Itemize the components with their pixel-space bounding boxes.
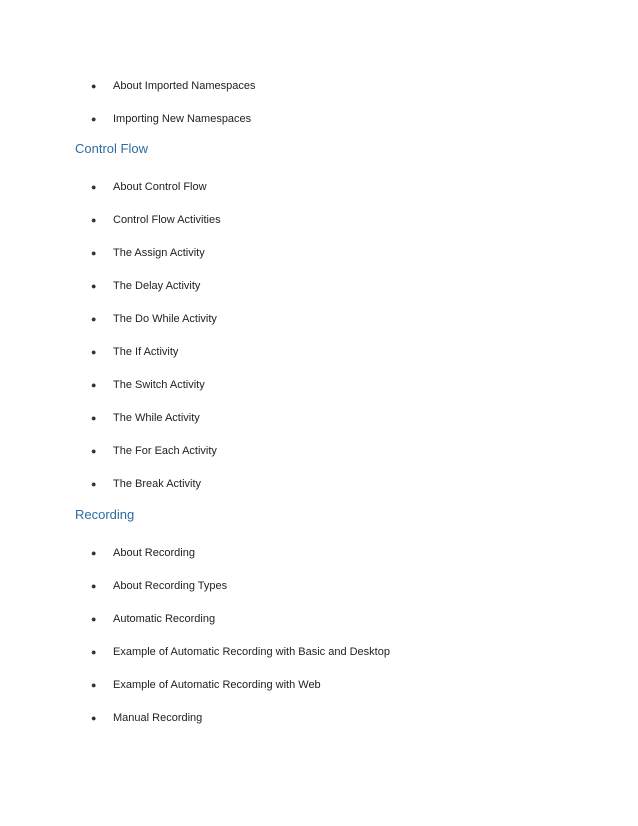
- list-item-label: About Control Flow: [113, 181, 207, 193]
- list-item-label: The Assign Activity: [113, 247, 205, 259]
- list-item-label: Example of Automatic Recording with Web: [113, 679, 321, 691]
- list-item-label: The Switch Activity: [113, 379, 205, 391]
- list-item-label: About Recording Types: [113, 580, 228, 592]
- list-item-label: Importing New Namespaces: [113, 113, 252, 125]
- list-item-label: The Delay Activity: [113, 280, 201, 292]
- bullet-icon: ●: [91, 248, 97, 258]
- list-item-label: Example of Automatic Recording with Basic and Desktop: [113, 646, 390, 658]
- bullet-icon: ●: [91, 713, 97, 723]
- bullet-icon: ●: [91, 581, 97, 591]
- bullet-icon: ●: [91, 413, 97, 423]
- section-heading-control-flow: Control Flow: [75, 141, 148, 156]
- bullet-icon: ●: [91, 114, 97, 124]
- list-item-label: About Imported Namespaces: [113, 80, 256, 92]
- bullet-icon: ●: [91, 347, 97, 357]
- list-item-label: The While Activity: [113, 412, 200, 424]
- bullet-icon: ●: [91, 81, 97, 91]
- bullet-icon: ●: [91, 380, 97, 390]
- bullet-icon: ●: [91, 479, 97, 489]
- bullet-icon: ●: [91, 548, 97, 558]
- bullet-icon: ●: [91, 680, 97, 690]
- list-item-label: Automatic Recording: [113, 613, 216, 625]
- bullet-icon: ●: [91, 446, 97, 456]
- bullet-icon: ●: [91, 614, 97, 624]
- list-item-label: Control Flow Activities: [113, 214, 221, 226]
- bullet-icon: ●: [91, 215, 97, 225]
- list-item-label: Manual Recording: [113, 712, 203, 724]
- bullet-icon: ●: [91, 314, 97, 324]
- list-item-label: The If Activity: [113, 346, 179, 358]
- bullet-icon: ●: [91, 281, 97, 291]
- bullet-icon: ●: [91, 647, 97, 657]
- section-heading-recording: Recording: [75, 507, 135, 522]
- list-item-label: The Break Activity: [113, 478, 202, 490]
- list-item-label: The Do While Activity: [113, 313, 217, 325]
- list-item-label: The For Each Activity: [113, 445, 217, 457]
- bullet-icon: ●: [91, 182, 97, 192]
- list-item-label: About Recording: [113, 547, 195, 559]
